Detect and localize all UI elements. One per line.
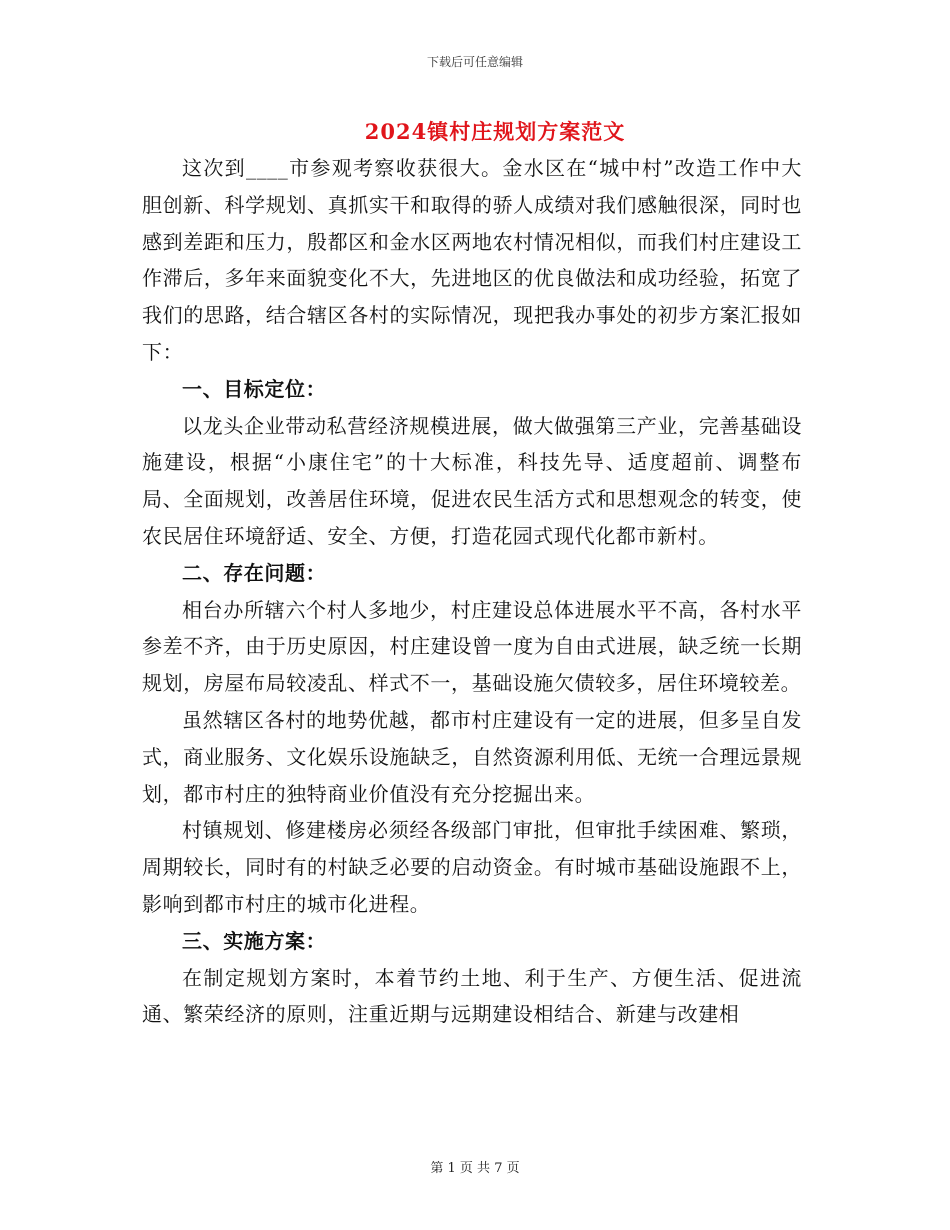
problems-paragraph-3: 村镇规划、修建楼房必须经各级部门审批，但审批手续困难、繁琐，周期较长，同时有的村缺乏必要的启动资金。有时城市基础设施跟不上，影响到都市村庄的城市化进程。 <box>142 818 802 916</box>
section-heading-plan: 三、实施方案： <box>182 928 327 953</box>
header-note: 下载后可任意编辑 <box>426 55 523 69</box>
plan-paragraph-1: 在制定规划方案时，本着节约土地、利于生产、方便生活、促进流通、繁荣经济的原则，注重近期与远期建设相结合、新建与改建相 <box>142 965 802 1027</box>
problems-paragraph-2: 虽然辖区各村的地势优越，都市村庄建设有一定的进展，但多呈自发式，商业服务、文化娱乐设施缺乏，自然资源利用低、无统一合理远景规划，都市村庄的独特商业价值没有充分挖掘出来。 <box>142 707 802 806</box>
section-heading-problems: 二、存在问题： <box>182 560 327 585</box>
document-title: 2024镇村庄规划方案范文 <box>364 119 626 144</box>
page-footer: 第 1 页 共 7 页 <box>430 1161 520 1176</box>
document-body <box>142 150 802 1033</box>
goal-paragraph: 以龙头企业带动私营经济规模进展，做大做强第三产业，完善基础设施建设，根据“小康住宅”的十大标准，科技先导、适度超前、调整布局、全面规划，改善居住环境，促进农民生活方式和思想观念的转变，使农民居住环境舒适、安全、方便，打造花园式现代化都市新村。 <box>142 413 802 548</box>
intro-paragraph: 这次到____市参观考察收获很大。金水区在“城中村”改造工作中大胆创新、科学规划、真抓实干和取得的骄人成绩对我们感触很深，同时也感到差距和压力，殷都区和金水区两地农村情况相似，而我们村庄建设工作滞后，多年来面貌变化不大，先进地区的优良做法和成功经验，拓宽了我们的思路，结合辖区各村的实际情况，现把我办事处的初步方案汇报如下： <box>142 156 802 364</box>
section-heading-goal: 一、目标定位： <box>182 376 327 401</box>
problems-paragraph-1: 相台办所辖六个村人多地少，村庄建设总体进展水平不高，各村水平参差不齐，由于历史原因，村庄建设曾一度为自由式进展，缺乏统一长期规划，房屋布局较凌乱、样式不一，基础设施欠债较多，居住环境较差。 <box>142 597 802 696</box>
